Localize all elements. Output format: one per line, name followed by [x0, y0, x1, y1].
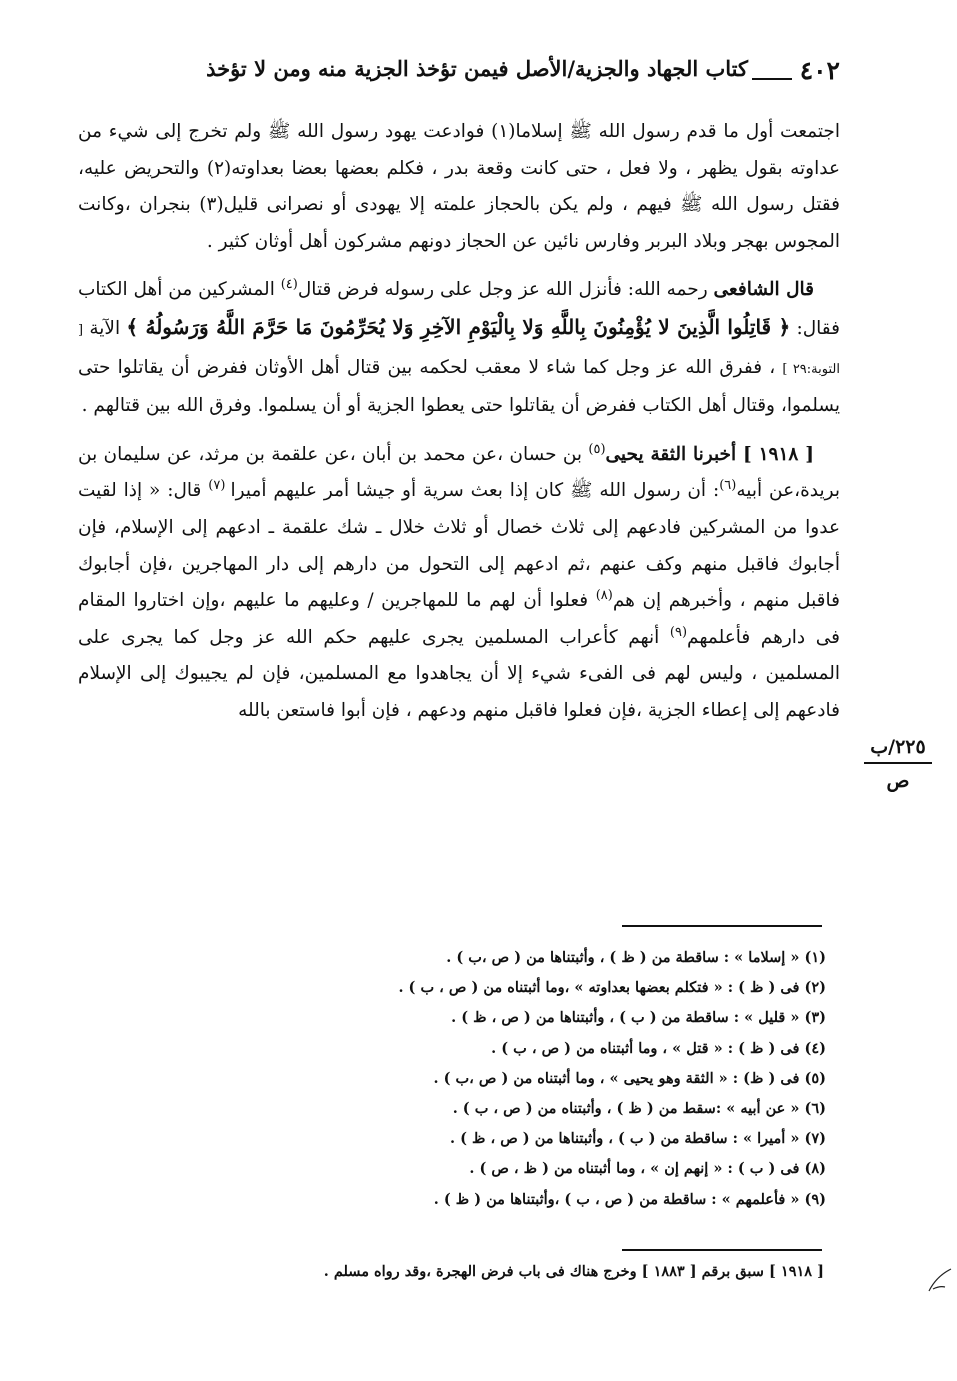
footnote-ref-8: (٨)	[595, 587, 613, 603]
paragraph-2-lead: قال الشافعى	[713, 279, 814, 301]
reference-note: [ ١٩١٨ ] سبق برقم [ ١٨٨٣ ] وخرج هناك فى باب فرض الهجرة ،وقد رواه مسلم .	[323, 1263, 824, 1280]
manuscript-siglum: ص	[886, 770, 910, 792]
footnote: (٨) فى ( ب ) : « إنهم إن » ، وما أثبتناه من ( ظ ، ص ) .	[469, 1160, 826, 1178]
pen-mark	[925, 1265, 955, 1295]
footnote: (٢) فى ( ظ ) : « فتكلم بعضها بعداوته » ،وما أثبتناه من ( ص ، ب ) .	[398, 979, 826, 997]
header-rule	[752, 78, 792, 80]
footnote: (٧) « أميرا » : ساقطة من ( ب ) ، وأثبتناها من ( ص ، ظ ) .	[450, 1130, 826, 1148]
footnote-ref-4: (٤)	[280, 277, 298, 293]
footnote: (٣) « قليل » : ساقطة من ( ب ) ، وأثبتناها من ( ص ، ظ ) .	[451, 1009, 826, 1027]
paragraph-2-text-b: المشركين من أهل الكتاب فقال:	[78, 279, 840, 339]
reference-separator	[622, 1249, 822, 1251]
footnote-ref-9: (٩)	[669, 624, 688, 640]
paragraph-3-text-d: فعلوا أن لهم ما للمهاجرين / وعليهم ما عليهم ،وإن اختاروا المقام فى دارهم فأعلمهم	[78, 590, 840, 648]
footnote: (٥) فى ( ظ) : « الثقة وهو يحيى » ، وما أثبتناه من ( ص ،ب ) .	[433, 1069, 826, 1087]
paragraph-3-text-b: : أن رسول الله ﷺ كان إذا بعث سرية أو جيشا أمر عليهم أميرا	[230, 480, 720, 502]
footnote-ref-7: (٧)	[208, 478, 231, 494]
folio-number: ٢٢٥/ب	[870, 736, 926, 758]
paragraph-2-text-d: ، ففرق الله عز وجل كما شاء لا معقب لحكمه بين قتال أهل الأوثان ففرض أن يقاتلوا حتى يسلموا، وقتال أهل الكتاب ففرض أن يقاتلوا حتى يعطوا الجزية أو أن يسلموا. وفرق الله بين قتالهم .	[78, 356, 840, 417]
footnotes	[300, 943, 826, 1215]
main-text	[78, 114, 840, 730]
paragraph-3	[78, 437, 840, 730]
paragraph-3-text-a: بن حسان ،عن محمد بن أبان ،عن علقمة بن مرثد، عن سليمان بن بريدة،عن أبيه	[78, 443, 840, 502]
page-number: ٤٠٢	[799, 56, 840, 85]
paragraph-2-text-c: الآية	[83, 317, 127, 339]
paragraph-2-text-a: رحمه الله: فأنزل الله عز وجل على رسوله فرض قتال	[297, 279, 714, 301]
paragraph-2	[78, 272, 840, 424]
quran-verse: ﴿ قَاتِلُوا الَّذِينَ لا يُؤْمِنُونَ بِاللَّهِ وَلا بِالْيَوْمِ الآخِرِ وَلا يُحَرِّمُونَ مَا حَرَّمَ اللَّهُ وَرَسُولُهُ ﴾	[126, 314, 791, 339]
footnote: (٦) « عن أبيه » :سقط من ( ظ ) ، وأثبتناه من ( ص ، ب ) .	[452, 1099, 826, 1117]
manuscript-folio-note	[858, 736, 938, 792]
folio-rule	[864, 762, 932, 764]
page-header	[78, 52, 840, 92]
paragraph-1: اجتمعت أول ما قدم رسول الله ﷺ إسلاما(١) فوادعت يهود رسول الله ﷺ ولم تخرج إلى شيء من عداوته بقول يظهر ، ولا فعل ، حتى كانت وقعة بدر ، فكلم بعضها بعضا بعداوته(٢) والتحريض عليه، فقتل رسول الله ﷺ فيهم ، ولم يكن بالحجاز علمته إلا يهودى أو نصرانى قليل(٣) بنجران ،وكانت المجوس بهجر وبلاد البربر وفارس نائين عن الحجاز دونهم مشركون أهل أوثان كثير .	[78, 121, 841, 252]
running-title: كتاب الجهاد والجزية/الأصل فيمن تؤخذ الجزية منه ومن لا تؤخذ	[206, 56, 748, 81]
paragraph-3-text-c: قال: « إذا لقيت عدوا من المشركين فادعهم إلى ثلاث خصال أو ثلاث خلال ـ شك علقمة ـ ادعهم إلى الإسلام، فإن أجابوك فاقبل منهم وكف عنهم ،ثم ادعهم إلى التحول من دارهم إلى دار المهاجرين ،فإن أجابوك فاقبل منهم ، وأخبرهم إن هم	[78, 480, 840, 612]
hadith-number-lead: [ ١٩١٨ ] أخبرنا الثقة يحيى	[605, 443, 814, 465]
footnote: (١) « إسلاما » : ساقطة من ( ظ ) ، وأثبتناها من ( ص ،ب ) .	[446, 949, 826, 966]
footnote: (٩) « فأعلمهم » : ساقطة من ( ص ، ب ) ،وأثبتناها من ( ظ ) .	[433, 1190, 826, 1208]
quran-citation: [ التوبة:٢٩ ]	[78, 322, 840, 377]
footnote-ref-5: (٥)	[588, 441, 606, 457]
paragraph-3-text-e: أنهم كأعراب المسلمين يجرى عليهم حكم الله عز وجل كما يجرى على المسلمين ، وليس لهم فى الفىء شيء إلا أن يجاهدوا مع المسلمين، فإن لم يجيبوك إلى الإسلام فادعهم إلى إعطاء الجزية ،فإن فعلوا فاقبل منهم ودعهم ، فإن أبوا فاستعن بالله	[78, 626, 840, 721]
footnote-ref-6: (٦)	[719, 478, 737, 494]
footnote: (٤) فى ( ظ ) : « قتل » ، وما أثبتناه من ( ص ، ب ) .	[491, 1039, 826, 1057]
footnote-separator	[622, 925, 822, 927]
